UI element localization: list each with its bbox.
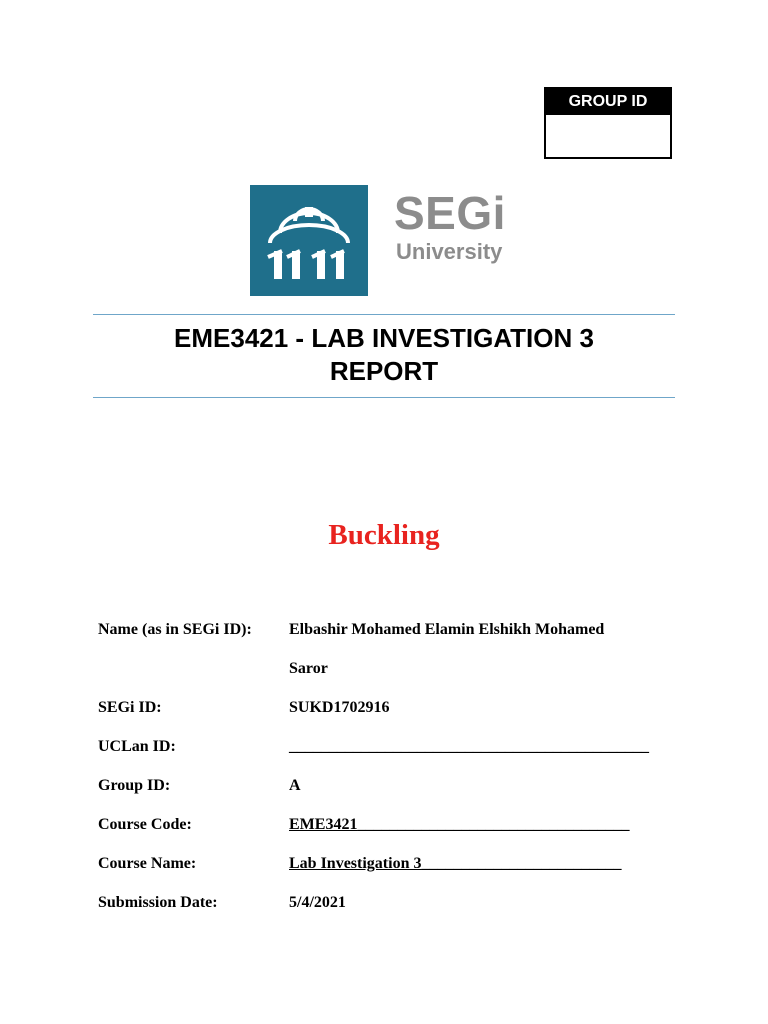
report-subject: Buckling bbox=[328, 519, 440, 551]
course-name-value bbox=[289, 852, 621, 876]
info-row-name bbox=[98, 618, 678, 642]
report-title-line-2: REPORT bbox=[329, 356, 439, 386]
group-id-box-header: GROUP ID bbox=[546, 89, 670, 115]
course-name-text: Lab Investigation 3 bbox=[289, 855, 422, 872]
info-row-course-code bbox=[98, 813, 678, 837]
info-row-submission-date bbox=[98, 891, 678, 915]
info-row-uclan-id bbox=[98, 735, 678, 759]
course-code-label: Course Code: bbox=[98, 816, 192, 833]
info-row-group-id bbox=[98, 774, 678, 798]
segi-id-value: SUKD1702916 bbox=[289, 699, 390, 716]
submission-date-value: 5/4/2021 bbox=[289, 894, 346, 911]
group-id-label: Group ID: bbox=[98, 777, 171, 794]
title-rule-top bbox=[93, 314, 675, 315]
info-row-segi-id bbox=[98, 696, 678, 720]
segi-logo bbox=[250, 185, 510, 297]
name-value-line-2: Saror bbox=[289, 660, 328, 677]
logo-wordmark: SEGi bbox=[394, 187, 506, 239]
group-id-box bbox=[544, 87, 672, 159]
segi-building-logo-icon bbox=[250, 185, 368, 296]
course-name-blank: _________________________ bbox=[421, 855, 622, 872]
report-title-line-1: EME3421 - LAB INVESTIGATION 3 bbox=[174, 323, 594, 353]
logo-subtitle: University bbox=[396, 239, 503, 264]
course-code-text: EME3421 bbox=[289, 816, 358, 833]
name-label: Name (as in SEGi ID): bbox=[98, 621, 252, 638]
name-value-line-1: Elbashir Mohamed Elamin Elshikh Mohamed bbox=[289, 621, 605, 638]
course-code-blank: __________________________________ bbox=[357, 816, 630, 833]
course-name-label: Course Name: bbox=[98, 855, 197, 872]
uclan-id-label: UCLan ID: bbox=[98, 738, 176, 755]
title-rule-bottom bbox=[93, 397, 675, 398]
info-row-name-cont bbox=[98, 657, 678, 681]
submission-date-label: Submission Date: bbox=[98, 894, 218, 911]
course-code-value bbox=[289, 813, 629, 837]
group-id-value: A bbox=[289, 777, 301, 794]
segi-id-label: SEGi ID: bbox=[98, 699, 162, 716]
uclan-id-value: _____________________________________________ bbox=[289, 738, 649, 755]
info-row-course-name bbox=[98, 852, 678, 876]
report-title bbox=[93, 322, 675, 388]
